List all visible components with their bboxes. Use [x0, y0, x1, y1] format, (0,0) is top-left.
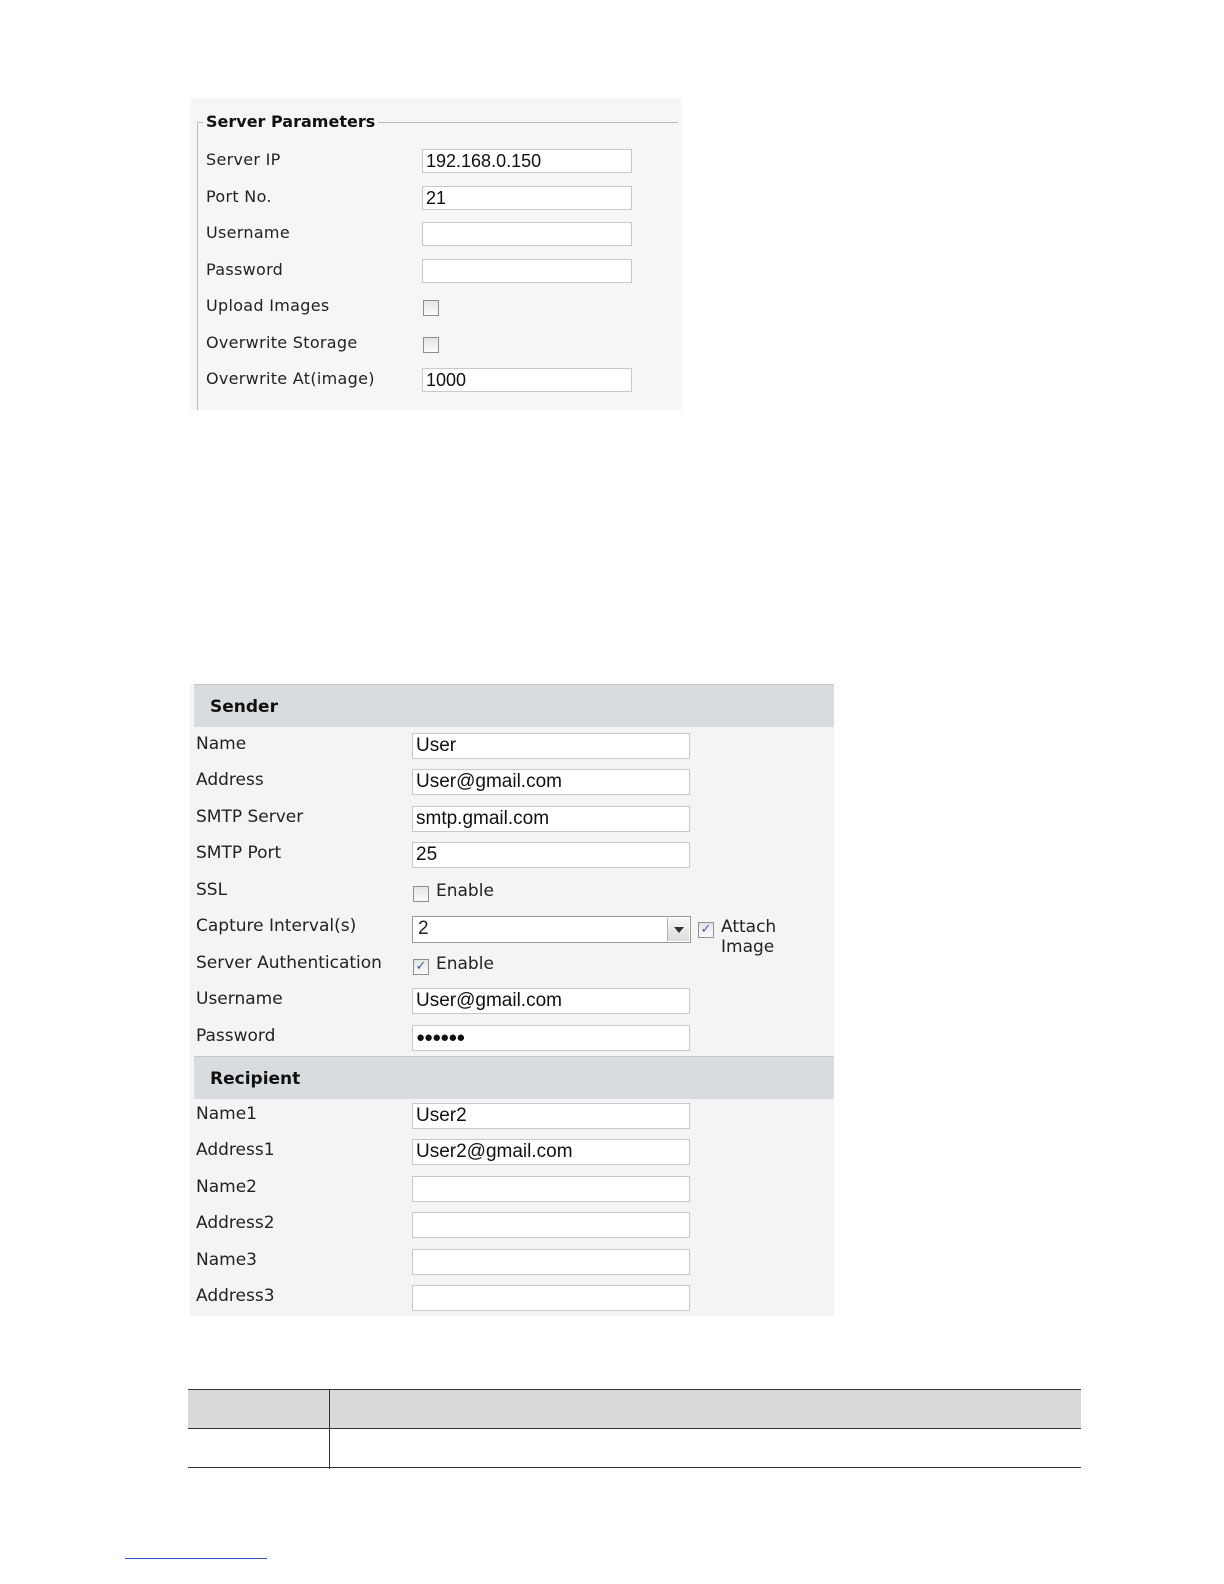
- parameter-description-table: [188, 1389, 1081, 1469]
- checkmark-icon: ✓: [415, 959, 427, 974]
- smtp-password-input[interactable]: ●●●●●●: [412, 1025, 690, 1051]
- recipient-name3-input[interactable]: [412, 1249, 690, 1275]
- fieldset-border-left: [197, 122, 198, 410]
- recipient-address1-label: Address1: [196, 1140, 275, 1160]
- recipient-name2-label: Name2: [196, 1177, 257, 1197]
- ftp-username-input[interactable]: [422, 222, 632, 246]
- ssl-enable-checkbox[interactable]: [413, 886, 429, 902]
- capture-interval-label: Capture Interval(s): [196, 916, 357, 936]
- chevron-down-icon[interactable]: [667, 918, 689, 941]
- upload-images-label: Upload Images: [206, 296, 330, 315]
- ftp-password-input[interactable]: [422, 259, 632, 283]
- server-auth-enable-text: Enable: [436, 954, 494, 974]
- sender-address-label: Address: [196, 770, 264, 790]
- smtp-server-input[interactable]: smtp.gmail.com: [412, 806, 690, 832]
- footnote-separator: [125, 1558, 267, 1559]
- recipient-address2-label: Address2: [196, 1213, 275, 1233]
- recipient-name1-input[interactable]: User2: [412, 1103, 690, 1129]
- smtp-port-input[interactable]: 25: [412, 842, 690, 868]
- smtp-username-label: Username: [196, 989, 283, 1009]
- upload-images-checkbox[interactable]: [423, 300, 439, 316]
- sender-address-input[interactable]: User@gmail.com: [412, 769, 690, 795]
- server-ip-label: Server IP: [206, 150, 281, 169]
- sender-name-input[interactable]: User: [412, 733, 690, 759]
- recipient-address1-row: [196, 1136, 832, 1170]
- sender-section-title: Sender: [210, 697, 278, 717]
- ssl-row: [196, 876, 832, 910]
- recipient-name3-label: Name3: [196, 1250, 257, 1270]
- overwrite-at-input[interactable]: 1000: [422, 368, 632, 392]
- overwrite-at-row: [206, 365, 676, 395]
- checkmark-icon: ✓: [700, 922, 712, 937]
- recipient-address3-label: Address3: [196, 1286, 275, 1306]
- server-ip-row: [206, 146, 676, 176]
- smtp-port-label: SMTP Port: [196, 843, 282, 863]
- attach-image-checkbox[interactable]: [698, 922, 714, 938]
- recipient-address1-input[interactable]: User2@gmail.com: [412, 1139, 690, 1165]
- overwrite-storage-row: [206, 329, 676, 359]
- ftp-password-label: Password: [206, 260, 284, 279]
- ssl-label: SSL: [196, 880, 228, 900]
- attach-image-text: Attach Image: [721, 917, 777, 957]
- server-auth-label: Server Authentication: [196, 953, 382, 973]
- recipient-name1-label: Name1: [196, 1104, 257, 1124]
- recipient-section-title: Recipient: [210, 1069, 301, 1089]
- sender-name-row: [196, 730, 832, 764]
- fieldset-legend: Server Parameters: [203, 112, 378, 131]
- smtp-server-label: SMTP Server: [196, 807, 304, 827]
- recipient-address2-input[interactable]: [412, 1212, 690, 1238]
- upload-images-row: [206, 292, 676, 322]
- overwrite-storage-checkbox[interactable]: [423, 337, 439, 353]
- smtp-server-row: [196, 803, 832, 837]
- ftp-password-row: [206, 256, 676, 286]
- overwrite-at-label: Overwrite At(image): [206, 369, 375, 388]
- overwrite-storage-label: Overwrite Storage: [206, 333, 358, 352]
- smtp-password-row: [196, 1022, 832, 1056]
- ftp-username-row: [206, 219, 676, 249]
- ftp-username-label: Username: [206, 223, 290, 242]
- recipient-name2-row: [196, 1173, 832, 1207]
- recipient-name3-row: [196, 1246, 832, 1280]
- smtp-username-row: [196, 985, 832, 1019]
- server-auth-row: [196, 949, 832, 983]
- sender-section-header: [194, 684, 834, 727]
- capture-interval-row: [196, 912, 832, 957]
- smtp-port-row: [196, 839, 832, 873]
- sender-address-row: [196, 766, 832, 800]
- port-label: Port No.: [206, 187, 272, 206]
- server-ip-input[interactable]: 192.168.0.150: [422, 149, 632, 173]
- recipient-address3-row: [196, 1282, 832, 1316]
- table-column-divider: [329, 1389, 330, 1469]
- recipient-section-header: [194, 1056, 834, 1099]
- recipient-name2-input[interactable]: [412, 1176, 690, 1202]
- smtp-username-input[interactable]: User@gmail.com: [412, 988, 690, 1014]
- email-settings-panel: [190, 684, 834, 1316]
- table-header-row: [188, 1389, 1081, 1429]
- ssl-enable-text: Enable: [436, 881, 494, 901]
- port-row: [206, 183, 676, 213]
- recipient-name1-row: [196, 1100, 832, 1134]
- sender-name-label: Name: [196, 734, 247, 754]
- smtp-password-label: Password: [196, 1026, 276, 1046]
- server-auth-checkbox[interactable]: [413, 959, 429, 975]
- recipient-address2-row: [196, 1209, 832, 1243]
- table-row: [188, 1429, 1081, 1468]
- ftp-server-parameters-panel: [190, 98, 682, 410]
- recipient-address3-input[interactable]: [412, 1285, 690, 1311]
- port-input[interactable]: 21: [422, 186, 632, 210]
- capture-interval-select[interactable]: [412, 916, 691, 943]
- capture-interval-value: 2: [418, 918, 429, 939]
